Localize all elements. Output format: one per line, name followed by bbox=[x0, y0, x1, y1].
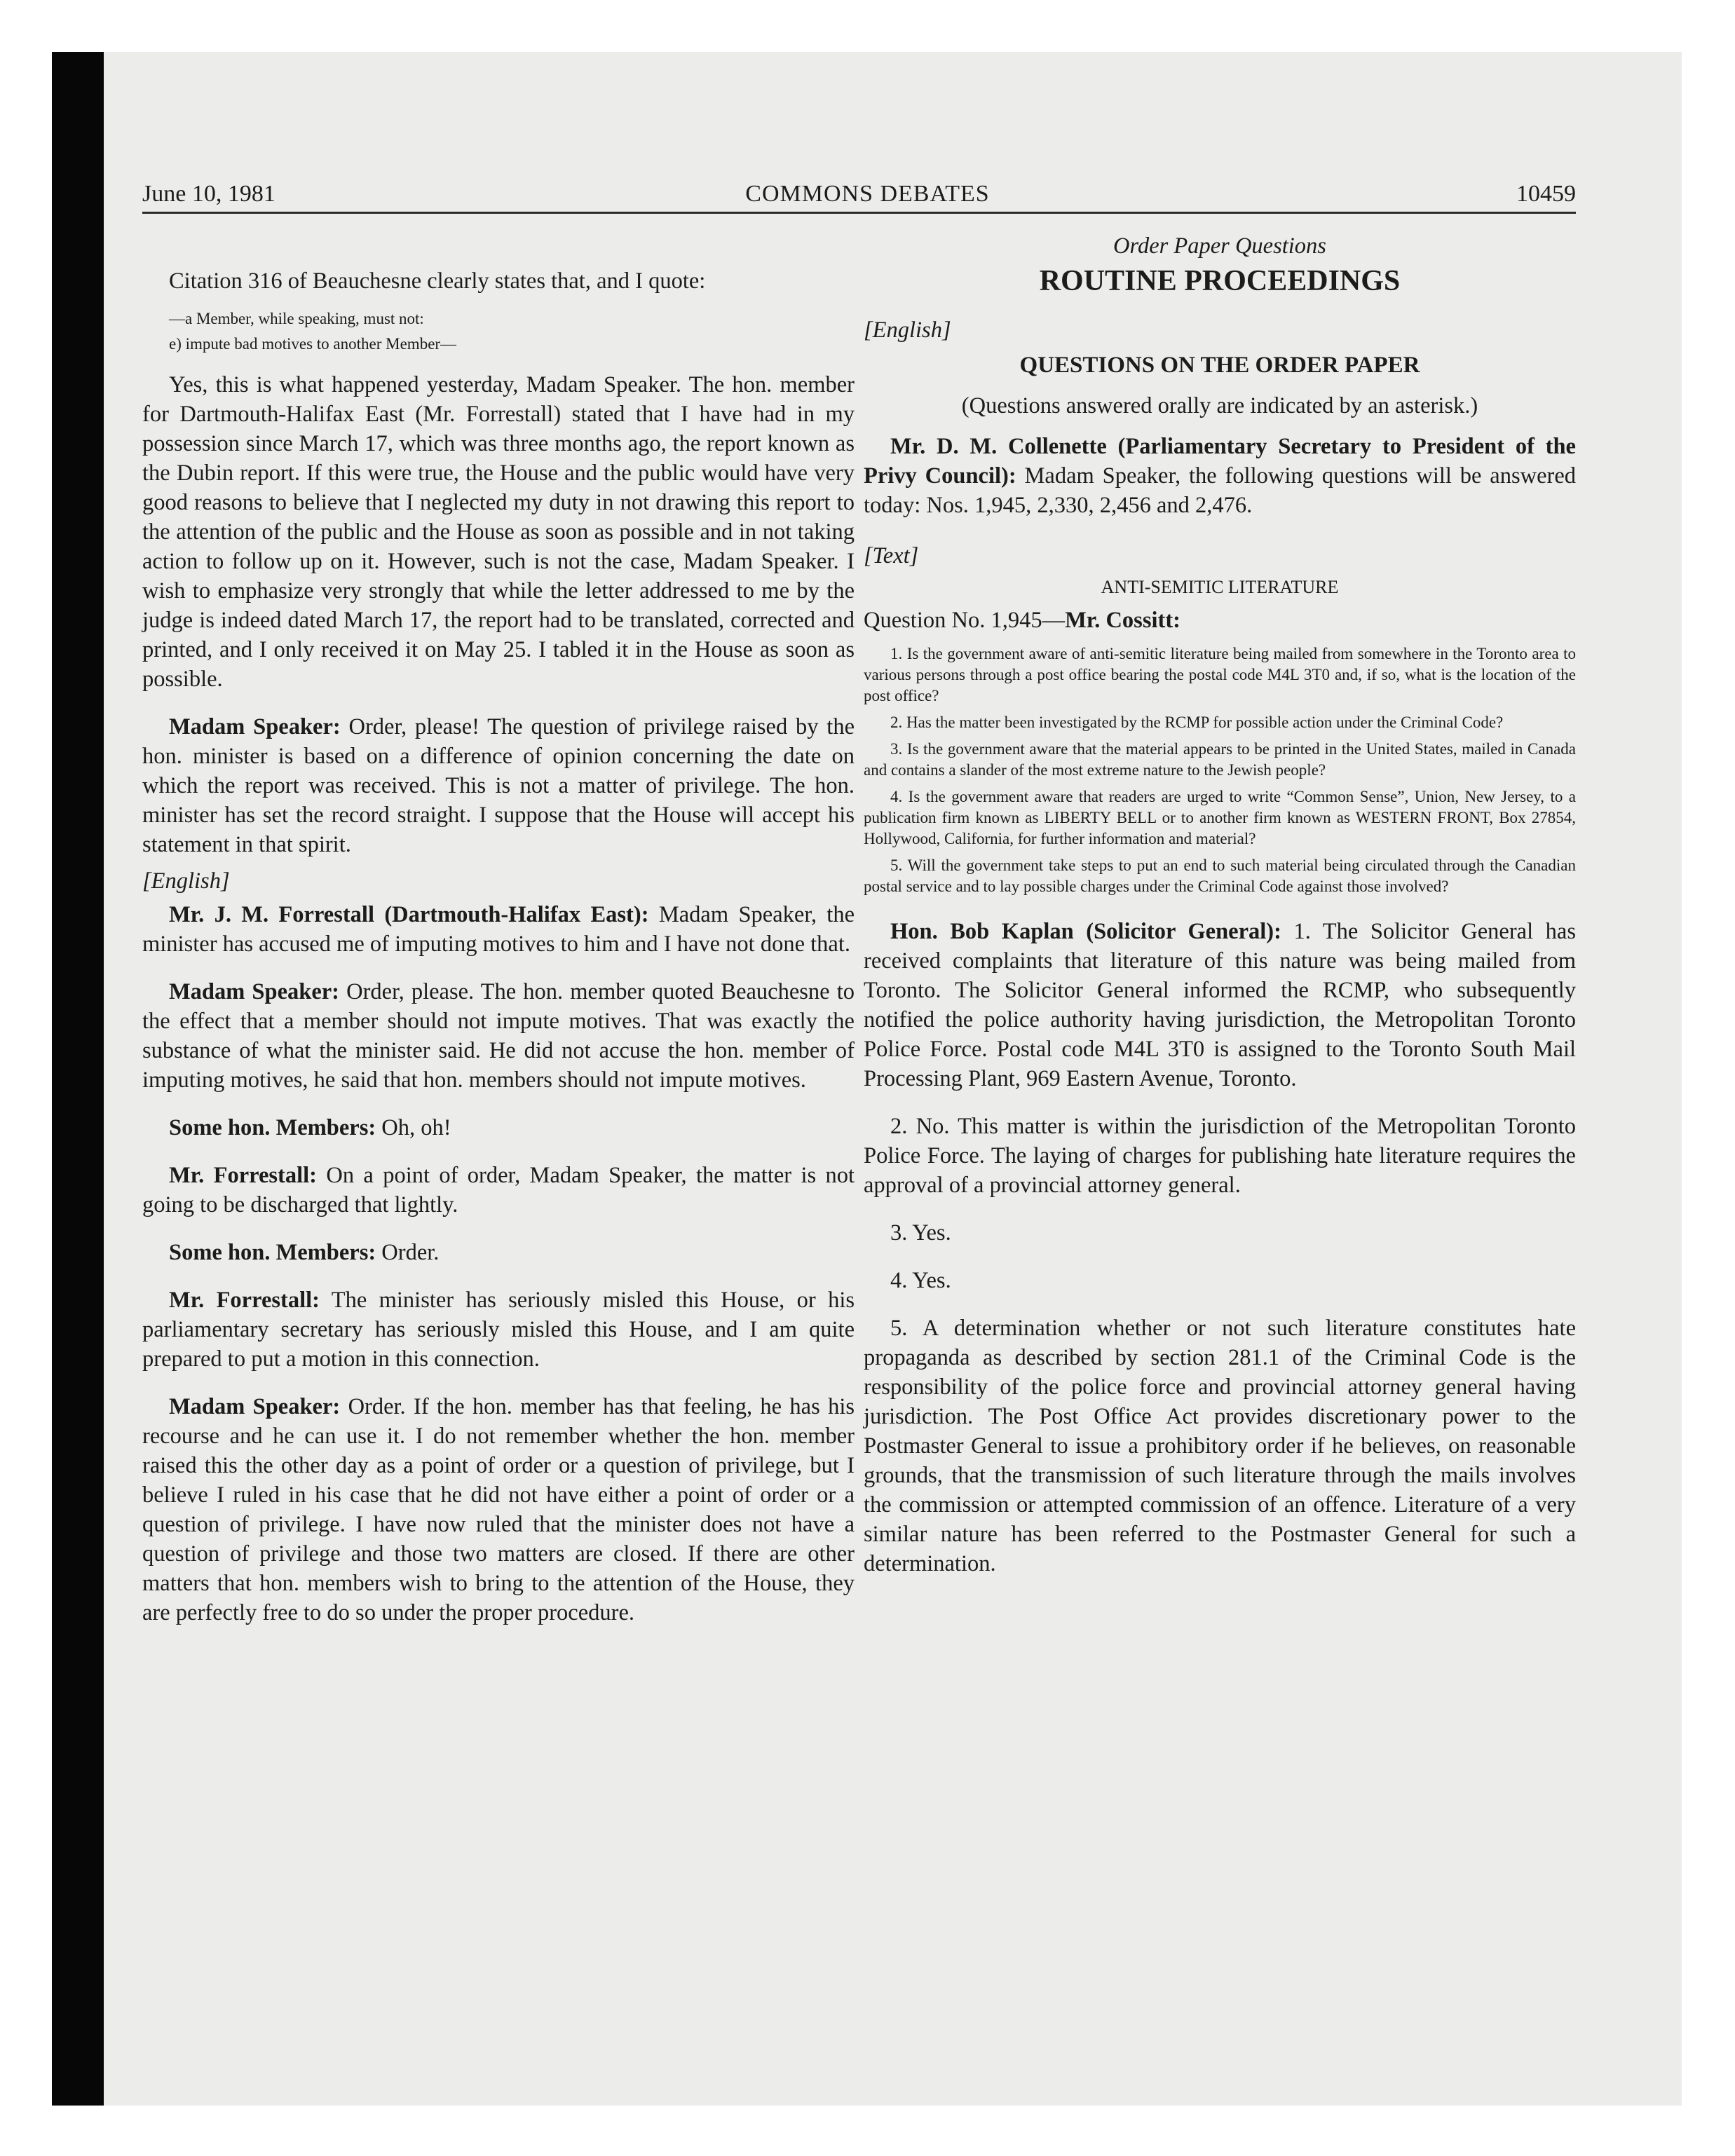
kaplan-answer-1 bbox=[864, 917, 1576, 1093]
publication-title: COMMONS DEBATES bbox=[745, 181, 990, 207]
speech-text: The minister has seriously misled this House, or his parliamentary secretary has seriously misled this House, and I am quite prepared to put a motion in this connection. bbox=[142, 1288, 855, 1372]
asterisk-note: (Questions answered orally are indicated by an asterisk.) bbox=[961, 393, 1478, 418]
speech-text: 1. The Solicitor General has received complaints that literature of this nature was being mailed from Toronto. The Solicitor General informed the RCMP, who subsequently notified the police authority having jurisdiction, the Metropolitan Toronto Police Force. Postal code M4L 3T0 is assigned to the Toronto South Mail Processing Plant, 969 Eastern Avenue, Toronto. bbox=[864, 919, 1576, 1091]
forrestall-paragraph-1 bbox=[142, 900, 855, 959]
speech-text: Order, please. The hon. member quoted Beauchesne to the effect that a member should not impute motives. That was exactly the substance of what the minister said. He did not accuse the hon. member of imputing motives, he said that hon. members should not impute motives. bbox=[142, 979, 855, 1093]
quote-line-2: e) impute bad motives to another Member— bbox=[169, 335, 457, 353]
question-item: 5. Will the government take steps to put an end to such material being circulated through the Canadian postal service and to lay possible charges under the Criminal Code against those involved? bbox=[864, 857, 1576, 895]
text-tag: [Text] bbox=[864, 543, 919, 568]
speaker-label: Madam Speaker: bbox=[169, 1394, 341, 1419]
kaplan-answer-2: 2. No. This matter is within the jurisdiction of the Metropolitan Toronto Police Force. The laying of charges for publishing hate literature requires the approval of a provincial attorney general. bbox=[864, 1114, 1576, 1198]
citation-intro: Citation 316 of Beauchesne clearly states that, and I quote: bbox=[169, 268, 706, 294]
quote-line-1: —a Member, while speaking, must not: bbox=[169, 310, 424, 327]
question-member: Mr. Cossitt: bbox=[1065, 608, 1181, 633]
subsection-title: QUESTIONS ON THE ORDER PAPER bbox=[1019, 353, 1420, 378]
question-item: 4. Is the government aware that readers are urged to write “Common Sense”, Union, New Jersey, to a publication firm known as LIBERTY BELL or to another firm known as WESTERN FRONT, Box 27854, Hollywood, California, for further information and material? bbox=[864, 788, 1576, 847]
running-head: Order Paper Questions bbox=[1113, 233, 1326, 259]
page-number: 10459 bbox=[1516, 181, 1576, 207]
left-column bbox=[142, 231, 855, 1628]
kaplan-answer-3: 3. Yes. bbox=[890, 1220, 951, 1246]
speaker-label: Mr. D. M. Collenette (Parliamentary Secretary to President of the Privy Council): bbox=[864, 434, 1576, 489]
madam-speaker-paragraph-3 bbox=[142, 1392, 855, 1628]
paragraph-yes: Yes, this is what happened yesterday, Madam Speaker. The hon. member for Dartmouth-Halifax East (Mr. Forrestall) stated that I have had in my possession since March 17, which was three months ago, the report known as the Dubin report. If this were true, the House and the public would have very good reasons to believe that I neglected my duty in not drawing this report to the attention of the public and the House as soon as possible and in not taking action to follow up on it. However, such is not the case, Madam Speaker. I wish to emphasize very strongly that while the letter addressed to me by the judge is indeed dated March 17, the report had to be translated, corrected and printed, and I only received it on May 25. I tabled it in the House as soon as possible. bbox=[142, 372, 855, 692]
speech-text: Madam Speaker, the minister has accused me of imputing motives to him and I have not done that. bbox=[142, 902, 855, 957]
speaker-label: Hon. Bob Kaplan (Solicitor General): bbox=[890, 919, 1281, 944]
forrestall-paragraph-3 bbox=[142, 1285, 855, 1374]
right-column bbox=[864, 231, 1576, 1578]
speaker-label: Some hon. Members: bbox=[169, 1240, 376, 1265]
speaker-label: Madam Speaker: bbox=[169, 714, 341, 739]
language-tag: [English] bbox=[142, 868, 230, 894]
speaker-label: Some hon. Members: bbox=[169, 1115, 376, 1140]
collenette-paragraph bbox=[864, 432, 1576, 520]
topic-heading: ANTI-SEMITIC LITERATURE bbox=[1101, 577, 1339, 597]
speech-text: Madam Speaker, the following questions will be answered today: Nos. 1,945, 2,330, 2,456 and 2,476. bbox=[864, 463, 1576, 518]
some-members-paragraph-2 bbox=[142, 1238, 855, 1267]
section-title: ROUTINE PROCEEDINGS bbox=[1039, 265, 1401, 297]
question-item: 2. Has the matter been investigated by the RCMP for possible action under the Criminal Code? bbox=[890, 714, 1504, 731]
speaker-label: Mr. Forrestall: bbox=[169, 1163, 317, 1188]
header-rule bbox=[142, 212, 1576, 214]
speaker-label: Mr. J. M. Forrestall (Dartmouth-Halifax East): bbox=[169, 902, 649, 927]
page-date: June 10, 1981 bbox=[142, 181, 275, 207]
forrestall-paragraph-2 bbox=[142, 1161, 855, 1220]
speech-text: Order. If the hon. member has that feeling, he has his recourse and he can use it. I do not remember whether the hon. member raised this the other day as a point of order or a question of privilege, but I believe I ruled in his case that he did not have either a point of order or a question of privilege. I have now ruled that the minister does not have a question of privilege and those two matters are closed. If there are other matters that hon. members wish to bring to the attention of the House, they are perfectly free to do so under the proper procedure. bbox=[142, 1394, 855, 1625]
madam-speaker-paragraph-2 bbox=[142, 977, 855, 1095]
question-number: Question No. 1,945— bbox=[864, 608, 1066, 633]
language-tag: [English] bbox=[864, 318, 951, 343]
speech-text: Order. bbox=[381, 1240, 440, 1265]
question-item: 3. Is the government aware that the material appears to be printed in the United States, mailed in Canada and contains a slander of the most extreme nature to the Jewish people? bbox=[864, 740, 1576, 779]
speech-text: On a point of order, Madam Speaker, the matter is not going to be discharged that lightly. bbox=[142, 1163, 855, 1217]
madam-speaker-paragraph-1 bbox=[142, 712, 855, 859]
question-item: 1. Is the government aware of anti-semitic literature being mailed from somewhere in the Toronto area to various persons through a post office bearing the postal code M4L 3T0 and, if so, what is the location of the post office? bbox=[864, 645, 1576, 704]
speaker-label: Madam Speaker: bbox=[169, 979, 339, 1004]
some-members-paragraph-1 bbox=[142, 1113, 855, 1142]
kaplan-answer-4: 4. Yes. bbox=[890, 1268, 951, 1293]
kaplan-answer-5: 5. A determination whether or not such literature constitutes hate propaganda as described by section 281.1 of the Criminal Code is the responsibility of the police force and provincial attorney general having jurisdiction. The Post Office Act provides discretionary power to the Postmaster General to issue a prohibitory order if he believes, on reasonable grounds, that the transmission of such literature through the mails involves the commission or attempted commission of an offence. Literature of a very similar nature has been referred to the Postmaster General for such a determination. bbox=[864, 1316, 1576, 1576]
speaker-label: Mr. Forrestall: bbox=[169, 1288, 320, 1313]
speech-text: Order, please! The question of privilege raised by the hon. minister is based on a difference of opinion concerning the date on which the report was received. This is not a matter of privilege. The hon. minister has set the record straight. I suppose that the House will accept his statement in that spirit. bbox=[142, 714, 855, 857]
question-heading bbox=[864, 606, 1576, 635]
binding-edge bbox=[52, 52, 104, 2106]
speech-text: Oh, oh! bbox=[381, 1115, 451, 1140]
